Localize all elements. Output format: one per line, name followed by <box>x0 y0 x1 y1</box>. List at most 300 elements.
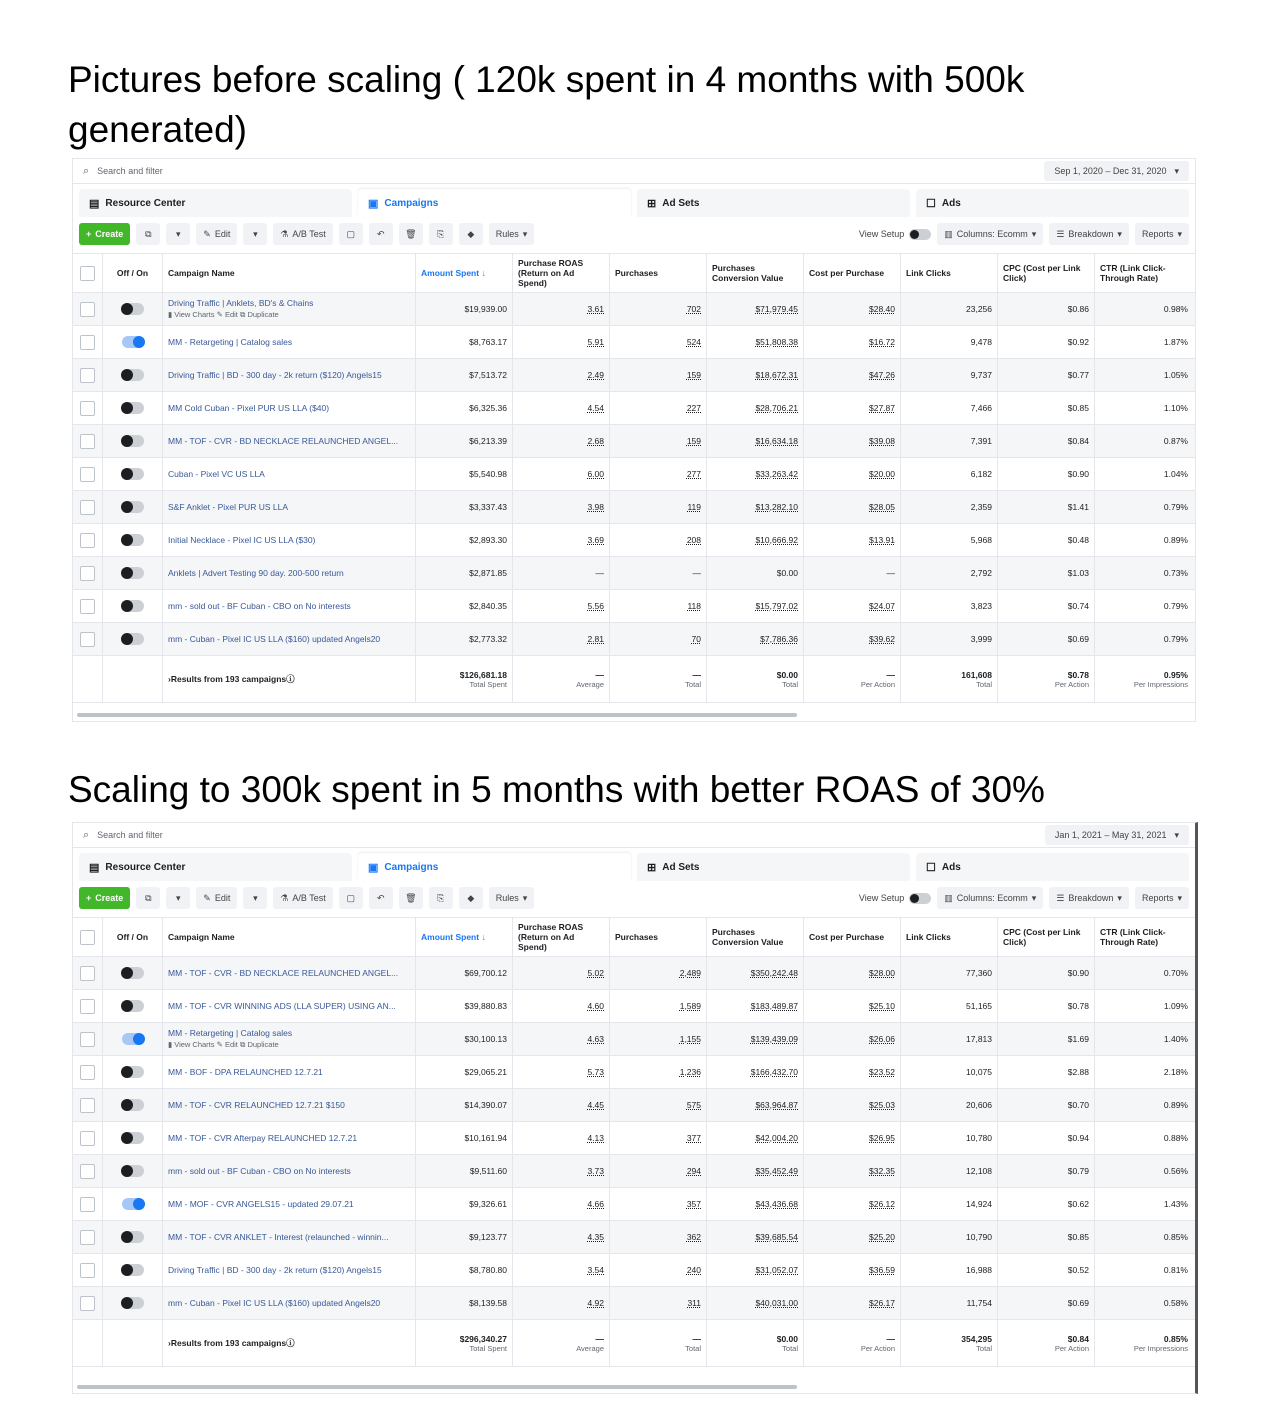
value-purchases[interactable]: 240 <box>686 1265 701 1275</box>
table-row[interactable] <box>73 623 1195 656</box>
value-cpp[interactable]: $26.17 <box>869 1298 895 1308</box>
value-roas[interactable]: 3.98 <box>587 502 604 512</box>
value-purchases[interactable]: 70 <box>691 634 701 644</box>
value-cpp[interactable]: $28.40 <box>869 304 895 314</box>
campaign-toggle[interactable] <box>122 967 144 979</box>
row-checkbox[interactable] <box>80 566 95 581</box>
duplicate-link[interactable]: Duplicate <box>247 310 279 319</box>
campaign-name-link[interactable]: mm - Cuban - Pixel IC US LLA ($160) updated Angels20 <box>168 1298 381 1308</box>
row-checkbox[interactable] <box>80 999 95 1014</box>
header-link-clicks[interactable]: Link Clicks <box>901 254 998 292</box>
campaign-name-link[interactable]: Driving Traffic | BD - 300 day - 2k return ($120) Angels15 <box>168 370 382 380</box>
value-purchases[interactable]: 118 <box>687 601 701 611</box>
ab-test-button[interactable] <box>273 887 332 909</box>
header-off-on[interactable]: Off / On <box>103 918 163 956</box>
table-row[interactable] <box>73 1089 1195 1122</box>
delete-icon[interactable]: 🗑 <box>399 887 423 909</box>
value-roas[interactable]: 4.60 <box>587 1001 604 1011</box>
cell-purchases <box>610 1089 707 1121</box>
campaign-name-cell[interactable] <box>163 1221 416 1253</box>
value-cpp[interactable]: $39.08 <box>869 436 895 446</box>
campaign-name-link[interactable]: MM - Retargeting | Catalog sales <box>168 337 293 347</box>
view-setup-toggle[interactable] <box>859 229 931 240</box>
value-cpp[interactable]: $39.62 <box>869 634 895 644</box>
campaign-name-cell[interactable] <box>163 359 416 391</box>
row-checkbox[interactable] <box>80 966 95 981</box>
table-row[interactable] <box>73 557 1195 590</box>
table-row[interactable] <box>73 590 1195 623</box>
row-checkbox[interactable] <box>80 632 95 647</box>
header-cpc[interactable]: CPC (Cost per Link Click) <box>998 254 1095 292</box>
header-roas[interactable]: Purchase ROAS (Return on Ad Spend) <box>513 918 610 956</box>
archive-icon[interactable]: ▢ <box>339 887 363 909</box>
delete-icon[interactable]: 🗑 <box>399 223 423 245</box>
value-purchases[interactable]: 377 <box>686 1133 701 1143</box>
cell-ctr <box>1095 326 1193 358</box>
value-cpp[interactable]: $20.00 <box>869 469 895 479</box>
header-purchases[interactable]: Purchases <box>610 254 707 292</box>
value-cpp[interactable]: $36.59 <box>869 1265 895 1275</box>
row-checkbox[interactable] <box>80 599 95 614</box>
chevron-down-icon[interactable]: ▾ <box>166 887 190 909</box>
view-setup-toggle[interactable] <box>859 893 931 904</box>
horizontal-scrollbar[interactable] <box>77 1385 797 1389</box>
value-roas[interactable]: 5.56 <box>587 601 604 611</box>
edit-link[interactable]: Edit <box>224 1040 238 1049</box>
value-purchases[interactable]: 1,236 <box>679 1067 701 1077</box>
campaign-name-cell[interactable] <box>163 524 416 556</box>
value-purchases[interactable]: 159 <box>686 436 701 446</box>
value-roas[interactable]: 4.66 <box>587 1199 604 1209</box>
campaign-toggle[interactable] <box>122 369 144 381</box>
cell-value <box>707 1089 804 1121</box>
value-value[interactable]: $16,634.18 <box>755 436 798 446</box>
edit-link[interactable]: Edit <box>224 310 238 319</box>
table-row[interactable] <box>73 1056 1195 1089</box>
value-purchases[interactable]: 362 <box>686 1232 701 1242</box>
value-value[interactable]: $51,808.38 <box>755 337 798 347</box>
value-value[interactable]: $35,452.49 <box>755 1166 798 1176</box>
duplicate-icon[interactable]: ⧉ <box>136 223 160 245</box>
header-off-on[interactable]: Off / On <box>103 254 163 292</box>
chevron-down-icon: ▾ <box>522 892 528 903</box>
table-row[interactable] <box>73 491 1195 524</box>
campaign-toggle[interactable] <box>122 1099 144 1111</box>
value-value[interactable]: $42,004.20 <box>755 1133 798 1143</box>
campaign-name-cell[interactable] <box>163 1023 416 1055</box>
table-row[interactable] <box>73 425 1195 458</box>
campaign-name-link[interactable]: mm - sold out - BF Cuban - CBO on No interests <box>168 601 351 611</box>
value-purchases[interactable]: 2,489 <box>679 968 701 978</box>
value-purchases[interactable]: 227 <box>686 403 701 413</box>
value-purchases[interactable]: 277 <box>686 469 701 479</box>
value-roas[interactable]: 3.69 <box>587 535 604 545</box>
campaign-name-link[interactable]: MM Cold Cuban - Pixel PUR US LLA ($40) <box>168 403 330 413</box>
row-checkbox[interactable] <box>80 368 95 383</box>
row-select-cell <box>73 359 103 391</box>
campaign-name-link[interactable]: MM - TOF - CVR - BD NECKLACE RELAUNCHED ANGEL... <box>168 436 399 446</box>
header-conversion-value[interactable]: Purchases Conversion Value <box>707 254 804 292</box>
value-ctr: 0.58% <box>1163 1298 1188 1308</box>
rules-button[interactable] <box>489 223 535 245</box>
campaign-name-cell[interactable] <box>163 1056 416 1088</box>
header-campaign-name[interactable]: Campaign Name <box>163 254 416 292</box>
select-all-checkbox[interactable] <box>80 930 95 945</box>
campaign-name-link[interactable]: MM - TOF - CVR - BD NECKLACE RELAUNCHED ANGEL... <box>168 968 399 978</box>
campaign-toggle[interactable] <box>122 1000 144 1012</box>
table-row[interactable] <box>73 293 1195 326</box>
row-checkbox[interactable] <box>80 1032 95 1047</box>
tab-campaigns[interactable] <box>358 189 631 217</box>
value-value[interactable]: $139,439.09 <box>750 1034 798 1044</box>
cell-cpp <box>804 1155 901 1187</box>
value-cpp[interactable]: $32.35 <box>869 1166 895 1176</box>
value-value[interactable]: $28,706.21 <box>755 403 798 413</box>
row-select-cell <box>73 1221 103 1253</box>
value-roas[interactable]: 3.61 <box>587 304 604 314</box>
value-value[interactable]: $13,282.10 <box>755 502 798 512</box>
date-range-picker[interactable] <box>1045 825 1189 845</box>
table-row[interactable] <box>73 1122 1195 1155</box>
campaign-toggle[interactable] <box>122 336 144 348</box>
header-link-clicks[interactable]: Link Clicks <box>901 918 998 956</box>
value-roas[interactable]: 3.73 <box>587 1166 604 1176</box>
value-cpp[interactable]: $25.10 <box>869 1001 895 1011</box>
columns-button[interactable] <box>937 223 1043 245</box>
tab-resource-center[interactable] <box>79 853 352 881</box>
value-roas[interactable]: 4.54 <box>587 403 604 413</box>
header-cpc[interactable]: CPC (Cost per Link Click) <box>998 918 1095 956</box>
value-purchases[interactable]: 575 <box>686 1100 701 1110</box>
row-checkbox[interactable] <box>80 1098 95 1113</box>
value-value[interactable]: $71,979.45 <box>755 304 798 314</box>
campaign-name-cell[interactable] <box>163 957 416 989</box>
campaign-toggle[interactable] <box>122 1066 144 1078</box>
value-purchases[interactable]: 159 <box>686 370 701 380</box>
chevron-down-icon[interactable]: ▾ <box>243 887 267 909</box>
reports-button[interactable] <box>1135 223 1189 245</box>
value-cpp[interactable]: $25.20 <box>869 1232 895 1242</box>
value-roas[interactable]: 3.54 <box>587 1265 604 1275</box>
campaign-name-cell[interactable] <box>163 557 416 589</box>
campaign-name-link[interactable]: Driving Traffic | BD - 300 day - 2k return ($120) Angels15 <box>168 1265 382 1275</box>
campaign-toggle[interactable] <box>122 567 144 579</box>
results-summary[interactable] <box>163 1320 416 1366</box>
campaign-name-link[interactable]: MM - BOF - DPA RELAUNCHED 12.7.21 <box>168 1067 323 1077</box>
undo-icon[interactable]: ↶ <box>369 887 393 909</box>
preview-icon[interactable]: ⎘ <box>429 223 453 245</box>
campaign-toggle[interactable] <box>122 435 144 447</box>
campaign-toggle[interactable] <box>122 1264 144 1276</box>
table-row[interactable] <box>73 359 1195 392</box>
campaign-name-link[interactable]: MM - MOF - CVR ANGELS15 - updated 29.07.21 <box>168 1199 354 1209</box>
value-purchases[interactable]: 311 <box>687 1298 701 1308</box>
value-roas[interactable]: 2.68 <box>587 436 604 446</box>
view-charts-link[interactable]: View Charts <box>174 1040 215 1049</box>
campaign-name-cell[interactable] <box>163 491 416 523</box>
view-charts-link[interactable]: View Charts <box>174 310 215 319</box>
tab-resource-center[interactable] <box>79 189 352 217</box>
archive-icon[interactable]: ▢ <box>339 223 363 245</box>
tab-ad-sets[interactable] <box>637 853 910 881</box>
campaign-toggle[interactable] <box>122 402 144 414</box>
value-cpp[interactable]: $28.05 <box>869 502 895 512</box>
campaign-name-cell[interactable] <box>163 590 416 622</box>
campaign-name-cell[interactable] <box>163 623 416 655</box>
value-value[interactable]: $33,263.42 <box>755 469 798 479</box>
cell-purchases <box>610 623 707 655</box>
create-button[interactable] <box>79 887 130 909</box>
tab-ad-sets[interactable] <box>637 189 910 217</box>
campaign-toggle[interactable] <box>122 633 144 645</box>
value-cpc: $0.52 <box>1067 1265 1089 1275</box>
table-row[interactable] <box>73 990 1195 1023</box>
tab-ads[interactable] <box>916 853 1189 881</box>
value-clicks: 9,478 <box>970 337 992 347</box>
value-roas[interactable]: 4.13 <box>587 1133 604 1143</box>
value-value[interactable]: $31,052.07 <box>755 1265 798 1275</box>
campaign-name-cell[interactable] <box>163 458 416 490</box>
row-checkbox[interactable] <box>80 1197 95 1212</box>
cell-value <box>707 990 804 1022</box>
table-row[interactable] <box>73 957 1195 990</box>
value-roas[interactable]: 4.92 <box>587 1298 604 1308</box>
table-row[interactable] <box>73 1023 1195 1056</box>
value-purchases[interactable]: 1,155 <box>679 1034 701 1044</box>
breakdown-button[interactable] <box>1049 223 1129 245</box>
row-checkbox[interactable] <box>80 533 95 548</box>
select-all-checkbox[interactable] <box>80 266 95 281</box>
campaign-toggle[interactable] <box>122 1165 144 1177</box>
breakdown-button[interactable] <box>1049 887 1129 909</box>
value-cpp[interactable]: $26.06 <box>869 1034 895 1044</box>
value-purchases[interactable]: 294 <box>686 1166 701 1176</box>
campaign-name-cell[interactable] <box>163 1188 416 1220</box>
campaign-toggle[interactable] <box>122 1297 144 1309</box>
value-value[interactable]: $10,666.92 <box>755 535 798 545</box>
header-amount-spent[interactable]: Amount Spent ↓ <box>416 254 513 292</box>
value-cpp[interactable]: $27.87 <box>869 403 895 413</box>
value-value[interactable]: $350,242.48 <box>750 968 798 978</box>
date-range-picker[interactable] <box>1044 161 1189 181</box>
campaign-toggle[interactable] <box>122 1198 144 1210</box>
campaign-name-cell[interactable] <box>163 392 416 424</box>
header-amount-spent[interactable]: Amount Spent ↓ <box>416 918 513 956</box>
tab-campaigns[interactable] <box>358 853 631 881</box>
cell-roas <box>513 957 610 989</box>
value-roas[interactable]: 2.81 <box>587 634 604 644</box>
campaign-name-cell[interactable] <box>163 1254 416 1286</box>
cell-cpp <box>804 326 901 358</box>
chevron-down-icon[interactable]: ▾ <box>166 223 190 245</box>
value-purchases[interactable]: 1,589 <box>679 1001 701 1011</box>
create-button[interactable] <box>79 223 130 245</box>
table-row[interactable] <box>73 1287 1195 1320</box>
toggle-cell <box>103 1056 163 1088</box>
value-cpp[interactable]: $26.12 <box>869 1199 895 1209</box>
header-campaign-name[interactable]: Campaign Name <box>163 918 416 956</box>
value-roas[interactable]: 6.00 <box>587 469 604 479</box>
value-purchases[interactable]: 208 <box>686 535 701 545</box>
value-cpp[interactable]: $28.00 <box>869 968 895 978</box>
table-row[interactable] <box>73 1254 1195 1287</box>
edit-button[interactable] <box>196 223 237 245</box>
row-checkbox[interactable] <box>80 1065 95 1080</box>
value-purchases[interactable]: 702 <box>686 304 701 314</box>
table-row[interactable] <box>73 1188 1195 1221</box>
row-checkbox[interactable] <box>80 1296 95 1311</box>
value-value[interactable]: $40,031.00 <box>755 1298 798 1308</box>
header-roas[interactable]: Purchase ROAS (Return on Ad Spend) <box>513 254 610 292</box>
row-checkbox[interactable] <box>80 1230 95 1245</box>
value-value[interactable]: $183,489.87 <box>750 1001 798 1011</box>
value-clicks: 7,466 <box>970 403 992 413</box>
value-value[interactable]: $166,432.70 <box>750 1067 798 1077</box>
tag-icon[interactable]: ◆ <box>459 887 483 909</box>
cell-value <box>707 425 804 457</box>
campaign-toggle[interactable] <box>122 600 144 612</box>
value-cpp[interactable]: $23.52 <box>869 1067 895 1077</box>
campaign-name-cell[interactable] <box>163 293 416 325</box>
value-value[interactable]: $7,786.36 <box>760 634 798 644</box>
value-roas[interactable]: 4.63 <box>587 1034 604 1044</box>
value-cpp[interactable]: $25.03 <box>869 1100 895 1110</box>
campaign-name-cell[interactable] <box>163 990 416 1022</box>
value-cpp[interactable]: $16.72 <box>869 337 895 347</box>
campaign-name-link[interactable]: mm - sold out - BF Cuban - CBO on No interests <box>168 1166 351 1176</box>
campaign-toggle[interactable] <box>122 468 144 480</box>
campaign-name-link[interactable]: Initial Necklace - Pixel IC US LLA ($30) <box>168 535 316 545</box>
tab-ads[interactable] <box>916 189 1189 217</box>
campaign-toggle[interactable] <box>122 1132 144 1144</box>
campaign-name-cell[interactable] <box>163 1287 416 1319</box>
value-roas[interactable]: 5.02 <box>587 968 604 978</box>
tag-icon[interactable]: ◆ <box>459 223 483 245</box>
ab-test-button[interactable] <box>273 223 332 245</box>
value-roas[interactable]: 5.73 <box>587 1067 604 1077</box>
campaign-toggle[interactable] <box>122 1033 144 1045</box>
header-conversion-value[interactable]: Purchases Conversion Value <box>707 918 804 956</box>
results-summary[interactable] <box>163 656 416 702</box>
duplicate-link[interactable]: Duplicate <box>247 1040 279 1049</box>
value-roas[interactable]: 2.49 <box>587 370 604 380</box>
chevron-down-icon[interactable]: ▾ <box>243 223 267 245</box>
create-label: Create <box>95 893 124 903</box>
value-value[interactable]: $39,685.54 <box>755 1232 798 1242</box>
reports-button[interactable] <box>1135 887 1189 909</box>
search-input[interactable]: Search and filter <box>97 830 163 840</box>
toggle-cell <box>103 1155 163 1187</box>
table-row[interactable] <box>73 1221 1195 1254</box>
campaign-name-link[interactable]: MM - TOF - CVR WINNING ADS (LLA SUPER) USING AN... <box>168 1001 396 1011</box>
header-cost-per-purchase[interactable]: Cost per Purchase <box>804 254 901 292</box>
cell-cpc <box>998 1155 1095 1187</box>
cell-cpp <box>804 623 901 655</box>
value-value[interactable]: $43,436.68 <box>755 1199 798 1209</box>
value-cpp[interactable]: $47.26 <box>869 370 895 380</box>
search-bar[interactable] <box>73 159 1195 184</box>
value-cpp[interactable]: $26.95 <box>869 1133 895 1143</box>
value-purchases[interactable]: 119 <box>687 502 701 512</box>
header-cost-per-purchase[interactable]: Cost per Purchase <box>804 918 901 956</box>
campaign-toggle[interactable] <box>122 303 144 315</box>
row-checkbox[interactable] <box>80 401 95 416</box>
row-checkbox[interactable] <box>80 1131 95 1146</box>
search-input[interactable]: Search and filter <box>97 166 163 176</box>
value-purchases[interactable]: 357 <box>686 1199 701 1209</box>
table-row[interactable] <box>73 326 1195 359</box>
campaign-name-link[interactable]: MM - TOF - CVR ANKLET - Interest (relaunched - winnin... <box>168 1232 389 1242</box>
campaign-name-link[interactable]: mm - Cuban - Pixel IC US LLA ($160) updated Angels20 <box>168 634 381 644</box>
header-purchases[interactable]: Purchases <box>610 918 707 956</box>
row-checkbox[interactable] <box>80 434 95 449</box>
row-checkbox[interactable] <box>80 1164 95 1179</box>
campaign-name-cell[interactable] <box>163 326 416 358</box>
search-bar[interactable] <box>73 823 1195 848</box>
campaign-name-cell[interactable] <box>163 425 416 457</box>
toolbar <box>79 885 1189 911</box>
horizontal-scrollbar[interactable] <box>77 713 797 717</box>
row-checkbox[interactable] <box>80 302 95 317</box>
campaign-name-link[interactable]: Cuban - Pixel VC US LLA <box>168 469 265 479</box>
campaign-name-link[interactable]: Driving Traffic | Anklets, BD's & Chains <box>168 298 314 308</box>
campaign-name-link[interactable]: MM - TOF - CVR RELAUNCHED 12.7.21 $150 <box>168 1100 345 1110</box>
toggle-cell <box>103 1287 163 1319</box>
value-roas[interactable]: 5.91 <box>587 337 604 347</box>
row-checkbox[interactable] <box>80 467 95 482</box>
header-ctr[interactable]: CTR (Link Click-Through Rate) <box>1100 927 1166 947</box>
value-value[interactable]: $63,964.87 <box>755 1100 798 1110</box>
value-cpp[interactable]: $24.07 <box>869 601 895 611</box>
duplicate-icon[interactable]: ⧉ <box>136 887 160 909</box>
row-checkbox[interactable] <box>80 500 95 515</box>
value-spent: $2,840.35 <box>469 601 507 611</box>
campaign-name-link[interactable]: Anklets | Advert Testing 90 day. 200-500 return <box>168 568 344 578</box>
footer-spent <box>416 656 513 702</box>
row-checkbox[interactable] <box>80 335 95 350</box>
value-roas[interactable]: 4.45 <box>587 1100 604 1110</box>
campaign-name-link[interactable]: S&F Anklet - Pixel PUR US LLA <box>168 502 288 512</box>
value-value[interactable]: $15,797.02 <box>755 601 798 611</box>
campaign-toggle[interactable] <box>122 534 144 546</box>
cell-purchases <box>610 590 707 622</box>
edit-button[interactable] <box>196 887 237 909</box>
campaign-name-link[interactable]: MM - Retargeting | Catalog sales <box>168 1028 293 1038</box>
value-purchases[interactable]: 524 <box>686 337 701 347</box>
table-row[interactable] <box>73 458 1195 491</box>
table-row[interactable] <box>73 1155 1195 1188</box>
campaign-name-link[interactable]: MM - TOF - CVR Afterpay RELAUNCHED 12.7.21 <box>168 1133 358 1143</box>
value-value[interactable]: $18,672.31 <box>755 370 798 380</box>
footer-value-cpc: $0.84 <box>1067 1333 1089 1344</box>
campaign-name-cell[interactable] <box>163 1155 416 1187</box>
undo-icon[interactable]: ↶ <box>369 223 393 245</box>
value-roas[interactable]: 4.35 <box>587 1232 604 1242</box>
value-cpp[interactable]: $13.91 <box>869 535 895 545</box>
rules-button[interactable] <box>489 887 535 909</box>
campaign-name-cell[interactable] <box>163 1089 416 1121</box>
select-all-cell <box>73 918 103 956</box>
preview-icon[interactable]: ⎘ <box>429 887 453 909</box>
header-ctr[interactable]: CTR (Link Click-Through Rate) <box>1100 263 1166 283</box>
columns-button[interactable] <box>937 887 1043 909</box>
table-row[interactable] <box>73 392 1195 425</box>
row-checkbox[interactable] <box>80 1263 95 1278</box>
campaign-name-cell[interactable] <box>163 1122 416 1154</box>
table-row[interactable] <box>73 524 1195 557</box>
campaign-toggle[interactable] <box>122 1231 144 1243</box>
campaign-toggle[interactable] <box>122 501 144 513</box>
